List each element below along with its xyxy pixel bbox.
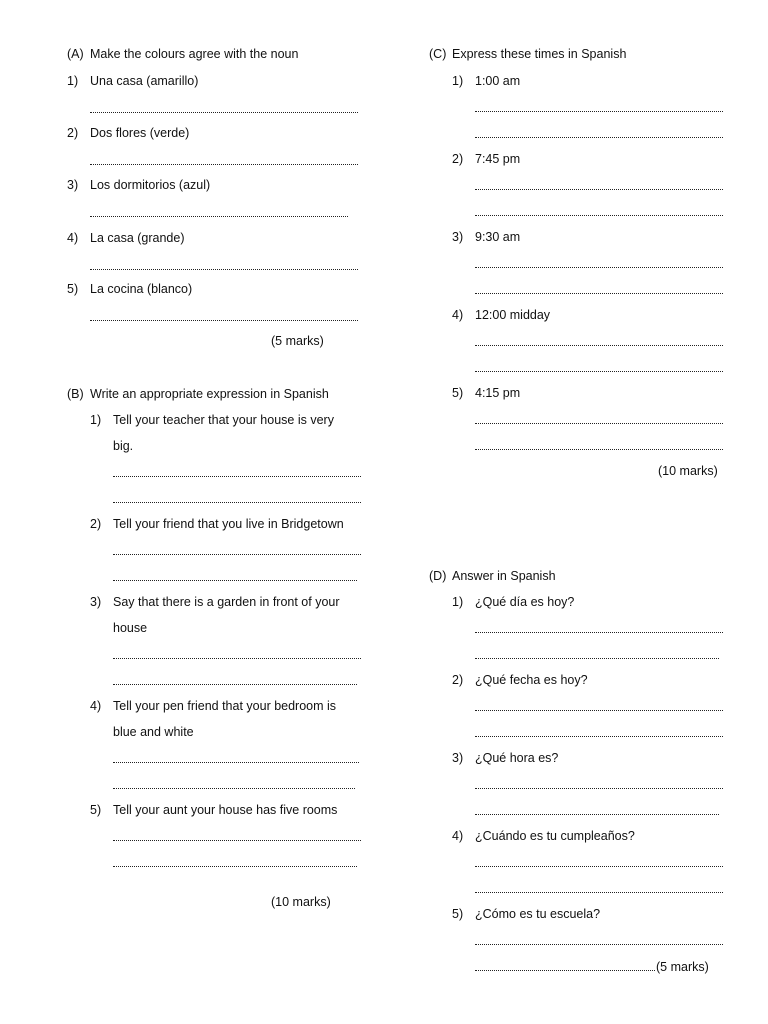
- section-a-marks: (5 marks): [271, 334, 324, 348]
- question-text-cont: blue and white: [113, 725, 194, 739]
- answer-line[interactable]: [475, 620, 723, 633]
- section-d-heading: Answer in Spanish: [452, 569, 556, 583]
- answer-line[interactable]: [113, 854, 357, 867]
- answer-line[interactable]: [475, 437, 723, 450]
- item-number: 4): [452, 308, 464, 322]
- answer-line[interactable]: [113, 750, 359, 763]
- answer-line[interactable]: [475, 125, 723, 138]
- answer-line[interactable]: [475, 776, 723, 789]
- item-number: 3): [90, 595, 102, 609]
- item-number: 1): [452, 74, 464, 88]
- answer-line[interactable]: [113, 542, 361, 555]
- question-text: 7:45 pm: [475, 152, 521, 166]
- question-text: 12:00 midday: [475, 308, 551, 322]
- question-text: ¿Cuándo es tu cumpleaños?: [475, 829, 635, 843]
- question-text: Los dormitorios (azul): [90, 178, 211, 192]
- question-text: 9:30 am: [475, 230, 521, 244]
- item-number: 4): [90, 699, 102, 713]
- item-number: 3): [452, 230, 464, 244]
- answer-line[interactable]: [90, 308, 358, 321]
- question-text: La cocina (blanco): [90, 282, 193, 296]
- answer-line[interactable]: [475, 646, 719, 659]
- question-text: 4:15 pm: [475, 386, 521, 400]
- item-number: 3): [67, 178, 79, 192]
- item-number: 5): [452, 386, 464, 400]
- question-text: Say that there is a garden in front of your: [113, 595, 340, 609]
- item-number: 4): [67, 231, 79, 245]
- section-d-label: (D): [429, 569, 447, 583]
- answer-line[interactable]: [475, 880, 723, 893]
- item-number: 1): [90, 413, 102, 427]
- item-number: 5): [452, 907, 464, 921]
- item-number: 3): [452, 751, 464, 765]
- item-number: 2): [90, 517, 102, 531]
- answer-line[interactable]: [90, 204, 348, 217]
- question-text: Tell your aunt your house has five rooms: [113, 803, 338, 817]
- question-text: Tell your teacher that your house is very: [113, 413, 334, 427]
- question-text: Tell your pen friend that your bedroom is: [113, 699, 337, 713]
- answer-line[interactable]: [475, 359, 723, 372]
- item-number: 5): [90, 803, 102, 817]
- answer-line[interactable]: [475, 958, 655, 971]
- question-text-cont: house: [113, 621, 148, 635]
- answer-line[interactable]: [475, 99, 723, 112]
- answer-line[interactable]: [475, 255, 723, 268]
- answer-line[interactable]: [90, 257, 358, 270]
- answer-line[interactable]: [475, 724, 723, 737]
- question-text: Dos flores (verde): [90, 126, 190, 140]
- answer-line[interactable]: [475, 203, 723, 216]
- answer-line[interactable]: [475, 333, 723, 346]
- section-a-heading: Make the colours agree with the noun: [90, 47, 299, 61]
- question-text: 1:00 am: [475, 74, 521, 88]
- section-c-marks: (10 marks): [658, 464, 718, 478]
- answer-line[interactable]: [113, 490, 361, 503]
- item-number: 5): [67, 282, 79, 296]
- question-text: Una casa (amarillo): [90, 74, 199, 88]
- answer-line[interactable]: [113, 646, 361, 659]
- section-c-label: (C): [429, 47, 447, 61]
- answer-line[interactable]: [113, 828, 361, 841]
- item-number: 2): [452, 152, 464, 166]
- question-text: ¿Qué día es hoy?: [475, 595, 575, 609]
- answer-line[interactable]: [475, 854, 723, 867]
- item-number: 1): [452, 595, 464, 609]
- question-text: ¿Cómo es tu escuela?: [475, 907, 601, 921]
- answer-line[interactable]: [113, 568, 357, 581]
- answer-line[interactable]: [475, 281, 723, 294]
- item-number: 2): [452, 673, 464, 687]
- section-a-label: (A): [67, 47, 84, 61]
- section-b-label: (B): [67, 387, 84, 401]
- section-d-marks: (5 marks): [656, 960, 709, 974]
- item-number: 4): [452, 829, 464, 843]
- answer-line[interactable]: [475, 932, 723, 945]
- section-c-heading: Express these times in Spanish: [452, 47, 627, 61]
- section-b-heading: Write an appropriate expression in Spanish: [90, 387, 329, 401]
- answer-line[interactable]: [475, 411, 723, 424]
- question-text: ¿Qué fecha es hoy?: [475, 673, 588, 687]
- question-text: La casa (grande): [90, 231, 185, 245]
- item-number: 2): [67, 126, 79, 140]
- answer-line[interactable]: [475, 698, 723, 711]
- answer-line[interactable]: [475, 802, 719, 815]
- question-text: ¿Qué hora es?: [475, 751, 559, 765]
- answer-line[interactable]: [90, 100, 358, 113]
- answer-line[interactable]: [113, 464, 361, 477]
- section-b-marks: (10 marks): [271, 895, 331, 909]
- item-number: 1): [67, 74, 79, 88]
- question-text: Tell your friend that you live in Bridgetown: [113, 517, 344, 531]
- answer-line[interactable]: [90, 152, 358, 165]
- answer-line[interactable]: [113, 776, 355, 789]
- answer-line[interactable]: [113, 672, 357, 685]
- question-text-cont: big.: [113, 439, 134, 453]
- answer-line[interactable]: [475, 177, 723, 190]
